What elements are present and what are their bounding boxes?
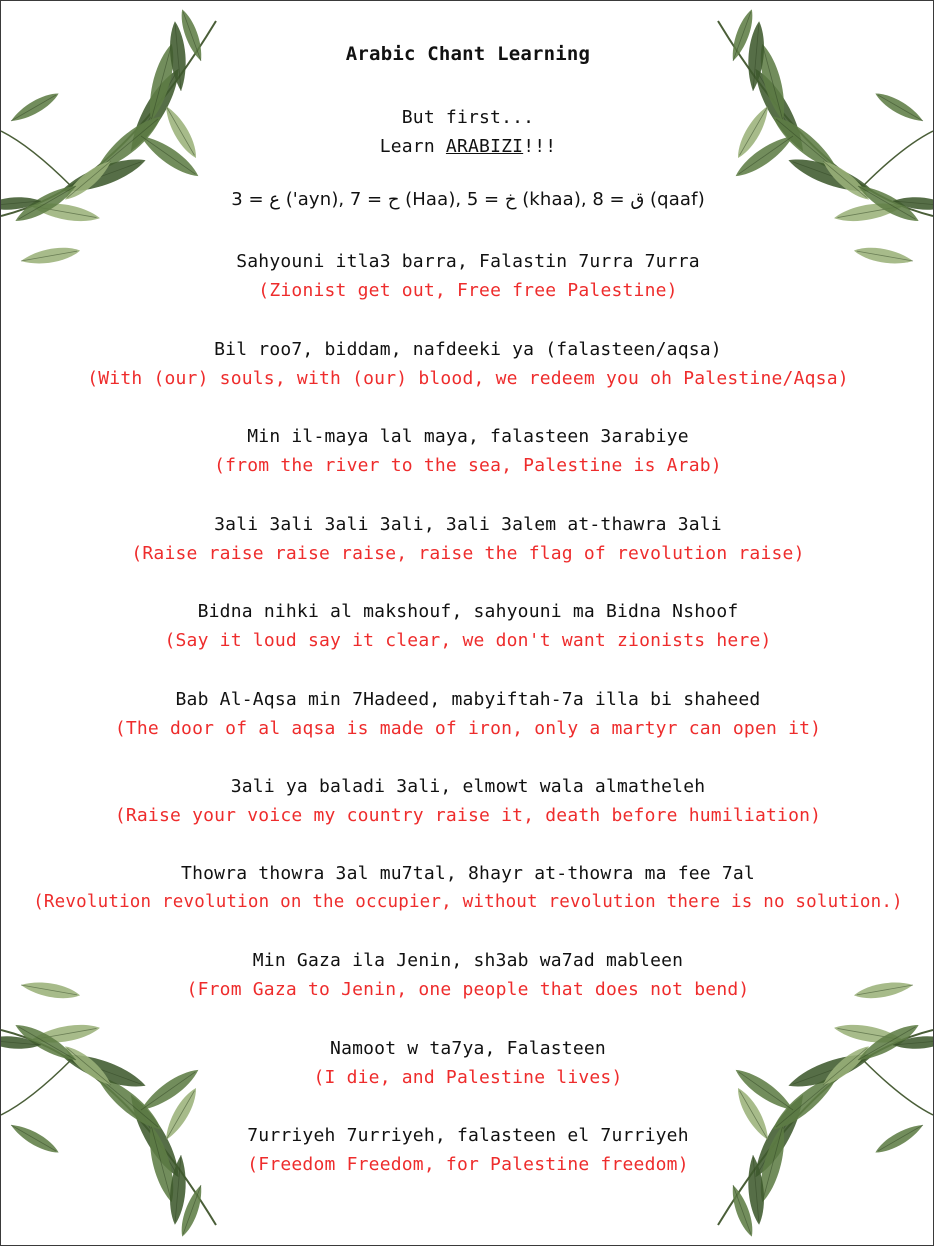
chant-translation: (Say it loud say it clear, we don't want zionists here) <box>164 630 772 651</box>
chant-arabizi: Sahyouni itla3 barra, Falastin 7urra 7urra <box>236 251 700 272</box>
chant-arabizi: Bidna nihki al makshouf, sahyouni ma Bidna Nshoof <box>197 601 739 622</box>
chant-item <box>1 772 934 830</box>
chant-item <box>1 1034 934 1092</box>
chant-translation: (Revolution revolution on the occupier, without revolution there is no solution.) <box>33 892 903 912</box>
chant-translation: (With (our) souls, with (our) blood, we redeem you oh Palestine/Aqsa) <box>87 368 849 389</box>
chant-item <box>1 510 934 568</box>
chant-arabizi: 7urriyeh 7urriyeh, falasteen el 7urriyeh <box>247 1125 689 1146</box>
chant-arabizi: Thowra thowra 3al mu7tal, 8hayr at-thowra ma fee 7al <box>181 863 755 884</box>
chant-translation: (from the river to the sea, Palestine is Arab) <box>214 455 722 476</box>
arabizi-term: ARABIZI <box>445 136 524 157</box>
intro-line-2 <box>1 132 934 161</box>
chant-item <box>1 1121 934 1179</box>
chant-translation: (Raise your voice my country raise it, death before humiliation) <box>114 805 822 826</box>
chant-item <box>1 422 934 480</box>
chant-translation: (From Gaza to Jenin, one people that does not bend) <box>186 979 750 1000</box>
chant-item <box>1 335 934 393</box>
arabizi-key: 3 = ع ('ayn), 7 = ح (Haa), 5 = خ (khaa), 8 = ق (qaaf) <box>231 189 705 210</box>
chant-translation: (Zionist get out, Free free Palestine) <box>258 280 678 301</box>
chant-arabizi: Bab Al-Aqsa min 7Hadeed, mabyiftah-7a illa bi shaheed <box>175 689 761 710</box>
chant-translation: (The door of al aqsa is made of iron, only a martyr can open it) <box>114 718 822 739</box>
intro-line-1: But first... <box>401 107 535 128</box>
chant-arabizi: Min Gaza ila Jenin, sh3ab wa7ad mableen <box>252 950 684 971</box>
chant-item <box>1 247 934 305</box>
chant-translation: (I die, and Palestine lives) <box>313 1067 623 1088</box>
page-title: Arabic Chant Learning <box>345 43 591 65</box>
chant-arabizi: 3ali ya baladi 3ali, elmowt wala almatheleh <box>230 776 706 797</box>
chant-arabizi: Min il-maya lal maya, falasteen 3arabiye <box>247 426 689 447</box>
chant-arabizi: Bil roo7, biddam, nafdeeki ya (falasteen/aqsa) <box>214 339 722 360</box>
chant-translation: (Raise raise raise raise, raise the flag of revolution raise) <box>131 543 805 564</box>
intro-text <box>1 103 934 161</box>
chant-item <box>1 946 934 1004</box>
chant-item <box>1 597 934 655</box>
chant-arabizi: 3ali 3ali 3ali 3ali, 3ali 3alem at-thawra 3ali <box>214 514 722 535</box>
chant-translation: (Freedom Freedom, for Palestine freedom) <box>247 1154 689 1175</box>
intro-suffix: !!! <box>523 136 557 157</box>
intro-prefix: Learn <box>379 136 446 157</box>
chant-item <box>1 685 934 743</box>
chant-arabizi: Namoot w ta7ya, Falasteen <box>330 1038 606 1059</box>
chant-item <box>1 859 934 917</box>
